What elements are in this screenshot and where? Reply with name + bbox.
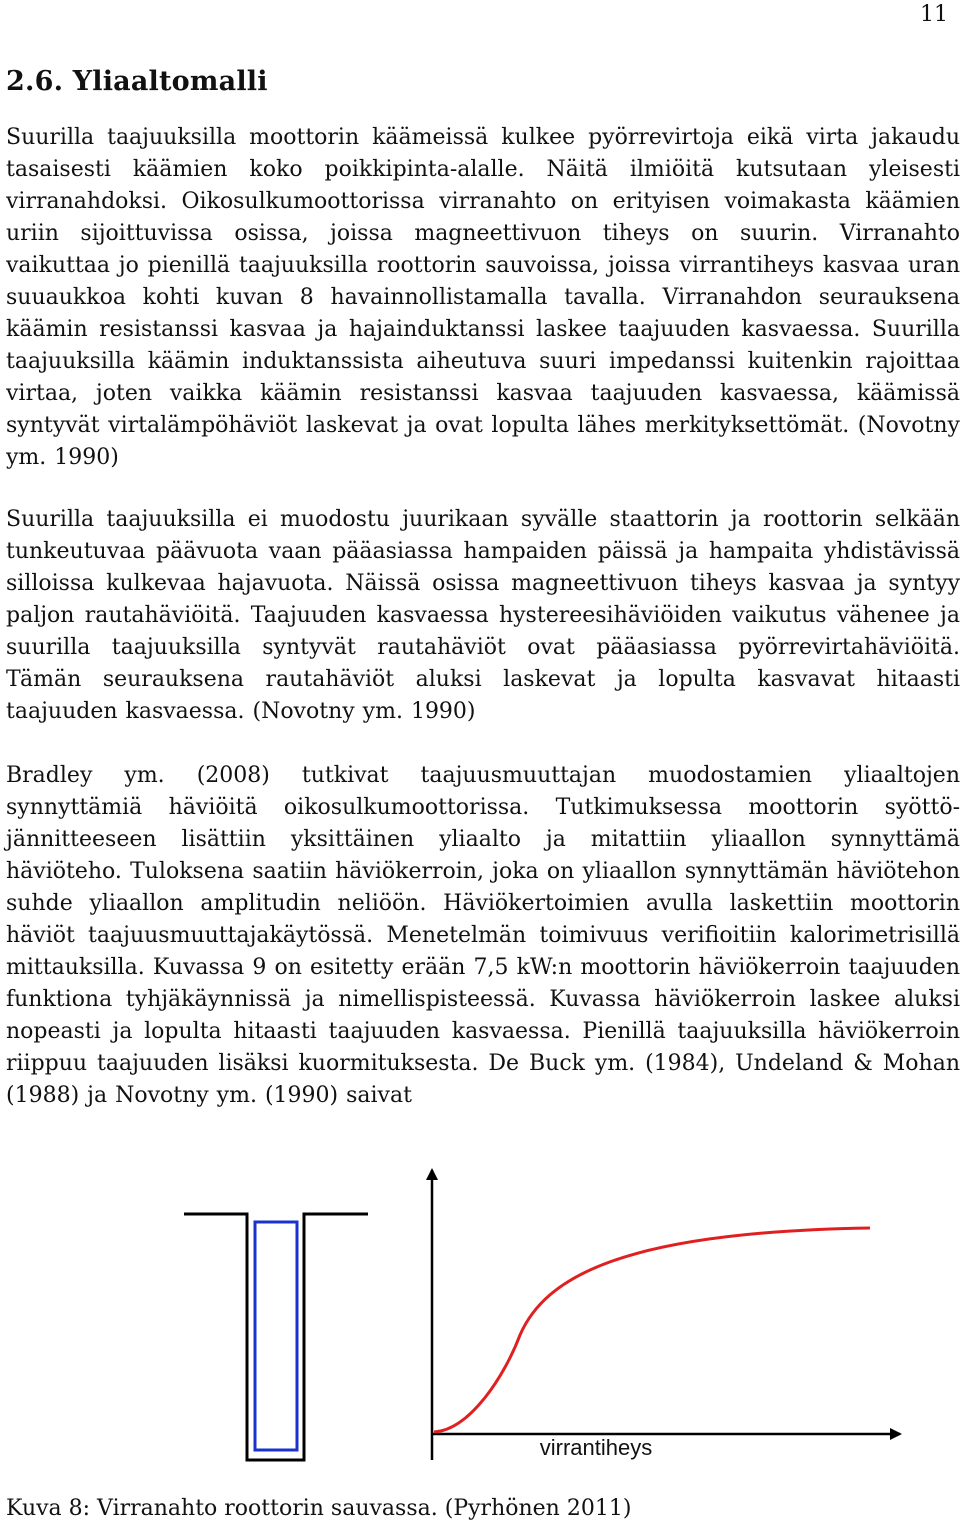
current-density-curve bbox=[434, 1228, 870, 1432]
axis-label: virrantiheys bbox=[539, 1435, 653, 1460]
current-displacement-diagram bbox=[0, 1160, 960, 1490]
page-number: 11 bbox=[920, 2, 948, 27]
section-heading: 2.6. Yliaaltomalli bbox=[6, 66, 268, 97]
body-paragraph: Suurilla taajuuksilla ei muodostu juurikaan syvälle staattorin ja roottorin selkään tunkeutuvaa päävuota vaan pääasiassa hampaiden päissä ja hampaita yhdistävissä silloissa kulkevaa hajavuota. Näissä osissa magneettivuon tiheys kasvaa ja syntyy paljon rautahäviöitä. Taajuuden kasvaessa hystereesihäviöiden vaikutus vähenee ja suurilla taajuuksilla syntyvät rautahäviöt ovat pääasiassa pyörrevirtahäviöitä. Tämän seurauksena rautahäviöt aluksi laskevat ja lopulta kasvavat hitaasti taajuuden kasvaessa. (Novotny ym. 1990) bbox=[6, 507, 960, 724]
body-paragraph: Bradley ym. (2008) tutkivat taajuusmuuttajan muodostamien yliaaltojen synnyttämiä häviöitä oikosulkumoottorissa. Tutkimuksessa moottorin syöttöjännitteeseen lisättiin yksittäinen yliaalto ja mitattiin yliaallon synnyttämä häviöteho. Tuloksena saatiin häviökerroin, joka on yliaallon synnyttämän häviötehon suhde yliaallon amplitudin neliöön. Häviökertoimien avulla laskettiin moottorin häviöt taajuusmuuttajakäytössä. Menetelmän toimivuus verifioitiin kalorimetrisillä mittauksilla. Kuvassa 9 on esitetty erään 7,5 kW:n moottorin häviökerroin taajuuden funktiona tyhjäkäynnissä ja nimellispisteessä. Kuvassa häviökerroin laskee aluksi nopeasti ja lopulta hitaasti taajuuden kasvaessa. Pienillä taajuuksilla häviökerroin riippuu taajuuden lisäksi kuormituksesta. De Buck ym. (1984), Undeland & Mohan (1988) ja Novotny ym. (1990) saivat bbox=[6, 763, 960, 1108]
body-paragraph: Suurilla taajuuksilla moottorin käämeissä kulkee pyörrevirtoja eikä virta jakaudu tasaisesti käämien koko poikkipinta-alalle. Näitä ilmiöitä kutsutaan yleisesti virranahdoksi. Oikosulkumoottorissa virranahto on erityisen voimakasta käämien uriin sijoittuvissa osissa, joissa magneettivuon tiheys on suurin. Virranahto vaikuttaa jo pienillä taajuuksilla roottorin sauvoissa, joissa virrantiheys kasvaa uran suuaukkoa kohti kuvan 8 havainnollistamalla tavalla. Virranahdon seurauksena käämin resistanssi kasvaa ja hajainduktanssi laskee taajuuden kasvaessa. Suurilla taajuuksilla käämin induktanssista aiheutuva suuri impedanssi kuitenkin rajoittaa virtaa, joten vaikka käämin resistanssi kasvaa taajuuden kasvaessa, käämissä syntyvät virtalämpöhäviöt laskevat ja ovat lopulta lähes merkityksettömät. (Novotny ym. 1990) bbox=[6, 125, 960, 470]
figure bbox=[0, 1160, 960, 1490]
figure-caption: Kuva 8: Virranahto roottorin sauvassa. (Pyrhönen 2011) bbox=[6, 1496, 632, 1521]
rotor-slot-outline bbox=[184, 1214, 368, 1460]
rotor-bar bbox=[255, 1222, 297, 1450]
